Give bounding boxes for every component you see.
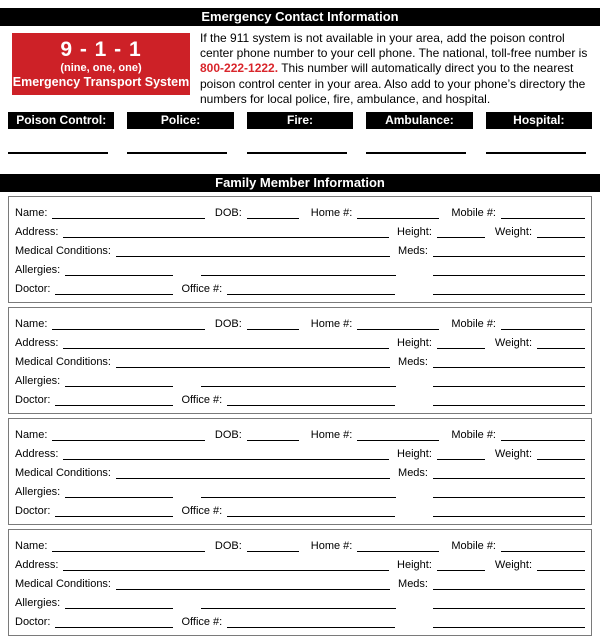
member-row-doctor bbox=[15, 277, 585, 296]
dob-label: DOB: bbox=[214, 540, 242, 553]
member-row-allergies bbox=[15, 258, 585, 277]
medical-conditions-line bbox=[116, 356, 390, 368]
allergies-continuation-line bbox=[201, 597, 396, 609]
home-phone-label: Home #: bbox=[310, 429, 353, 442]
allergies-label: Allergies: bbox=[15, 375, 61, 388]
intro-text-after: This number will automatically direct you to the nearest poison control center in your area. Also add to your phone’s directory the numbers for local police, fire, ambulance, and hospital. bbox=[200, 61, 586, 106]
meds-continuation-line-1 bbox=[433, 597, 585, 609]
allergies-line bbox=[65, 264, 173, 276]
doctor-label: Doctor: bbox=[15, 616, 51, 629]
name-label: Name: bbox=[15, 429, 48, 442]
medical-conditions-label: Medical Conditions: bbox=[15, 578, 111, 591]
home-phone-label: Home #: bbox=[310, 540, 353, 553]
weight-label: Weight: bbox=[494, 337, 532, 350]
member-row-address bbox=[15, 553, 585, 572]
dob-label: DOB: bbox=[214, 429, 242, 442]
member-row-doctor bbox=[15, 499, 585, 518]
home-phone-line bbox=[357, 540, 439, 552]
member-row-name bbox=[15, 312, 585, 331]
address-label: Address: bbox=[15, 559, 59, 572]
height-label: Height: bbox=[397, 559, 432, 572]
weight-line bbox=[537, 448, 585, 460]
home-phone-line bbox=[357, 207, 439, 219]
meds-continuation-line-1 bbox=[433, 264, 585, 276]
medical-conditions-label: Medical Conditions: bbox=[15, 356, 111, 369]
height-line bbox=[437, 337, 485, 349]
name-label: Name: bbox=[15, 540, 48, 553]
meds-label: Meds: bbox=[398, 356, 428, 369]
address-line bbox=[63, 559, 389, 571]
family-member-box bbox=[8, 418, 592, 525]
allergies-label: Allergies: bbox=[15, 264, 61, 277]
emergency-numbers-labels bbox=[8, 112, 592, 129]
mobile-phone-label: Mobile #: bbox=[451, 318, 496, 331]
office-phone-line bbox=[227, 505, 395, 517]
height-label: Height: bbox=[397, 337, 432, 350]
meds-continuation-line-2 bbox=[433, 505, 585, 517]
family-member-box bbox=[8, 529, 592, 636]
member-row-doctor bbox=[15, 610, 585, 629]
home-phone-line bbox=[357, 429, 439, 441]
name-label: Name: bbox=[15, 207, 48, 220]
member-row-allergies bbox=[15, 480, 585, 499]
meds-continuation-line-2 bbox=[433, 394, 585, 406]
mobile-phone-line bbox=[501, 540, 585, 552]
height-line bbox=[437, 448, 485, 460]
height-line bbox=[437, 559, 485, 571]
poison-control-paragraph bbox=[200, 31, 592, 107]
intro-section bbox=[12, 31, 592, 107]
member-row-allergies bbox=[15, 591, 585, 610]
address-label: Address: bbox=[15, 448, 59, 461]
member-row-medical bbox=[15, 572, 585, 591]
meds-line bbox=[433, 356, 585, 368]
member-row-allergies bbox=[15, 369, 585, 388]
weight-line bbox=[537, 226, 585, 238]
office-phone-label: Office #: bbox=[181, 505, 223, 518]
doctor-line bbox=[55, 394, 173, 406]
home-phone-label: Home #: bbox=[310, 318, 353, 331]
meds-line bbox=[433, 245, 585, 257]
name-line bbox=[52, 540, 204, 552]
office-phone-line bbox=[227, 283, 395, 295]
address-line bbox=[63, 448, 389, 460]
allergies-label: Allergies: bbox=[15, 486, 61, 499]
office-phone-label: Office #: bbox=[181, 283, 223, 296]
medical-conditions-line bbox=[116, 467, 390, 479]
medical-conditions-line bbox=[116, 578, 390, 590]
hospital-line bbox=[486, 152, 586, 154]
family-member-box bbox=[8, 307, 592, 414]
meds-continuation-line-1 bbox=[433, 486, 585, 498]
weight-line bbox=[537, 559, 585, 571]
dob-label: DOB: bbox=[214, 207, 242, 220]
meds-continuation-line-2 bbox=[433, 616, 585, 628]
mobile-phone-label: Mobile #: bbox=[451, 429, 496, 442]
family-members-list bbox=[0, 196, 600, 636]
mobile-phone-label: Mobile #: bbox=[451, 207, 496, 220]
address-line bbox=[63, 337, 389, 349]
member-row-name bbox=[15, 534, 585, 553]
family-member-header: Family Member Information bbox=[0, 174, 600, 192]
meds-label: Meds: bbox=[398, 578, 428, 591]
member-row-medical bbox=[15, 461, 585, 480]
allergies-label: Allergies: bbox=[15, 597, 61, 610]
medical-conditions-label: Medical Conditions: bbox=[15, 467, 111, 480]
medical-conditions-line bbox=[116, 245, 390, 257]
medical-conditions-label: Medical Conditions: bbox=[15, 245, 111, 258]
doctor-line bbox=[55, 616, 173, 628]
poison-control-phone-number: 800-222-1222. bbox=[200, 61, 279, 76]
height-label: Height: bbox=[397, 448, 432, 461]
dob-line bbox=[247, 207, 299, 219]
allergies-continuation-line bbox=[201, 264, 396, 276]
weight-label: Weight: bbox=[494, 448, 532, 461]
fire-label: Fire: bbox=[247, 112, 353, 129]
home-phone-line bbox=[357, 318, 439, 330]
call-911-box bbox=[12, 33, 190, 95]
office-phone-line bbox=[227, 394, 395, 406]
member-row-doctor bbox=[15, 388, 585, 407]
meds-label: Meds: bbox=[398, 467, 428, 480]
meds-label: Meds: bbox=[398, 245, 428, 258]
emergency-contact-header: Emergency Contact Information bbox=[0, 8, 600, 26]
height-line bbox=[437, 226, 485, 238]
name-line bbox=[52, 318, 204, 330]
allergies-continuation-line bbox=[201, 375, 396, 387]
ambulance-label: Ambulance: bbox=[366, 112, 472, 129]
member-row-name bbox=[15, 201, 585, 220]
allergies-line bbox=[65, 486, 173, 498]
member-row-name bbox=[15, 423, 585, 442]
doctor-line bbox=[55, 505, 173, 517]
911-number: 9 - 1 - 1 bbox=[60, 38, 142, 61]
weight-line bbox=[537, 337, 585, 349]
family-member-box bbox=[8, 196, 592, 303]
police-line bbox=[127, 152, 227, 154]
dob-line bbox=[247, 429, 299, 441]
dob-line bbox=[247, 318, 299, 330]
address-line bbox=[63, 226, 389, 238]
address-label: Address: bbox=[15, 337, 59, 350]
member-row-address bbox=[15, 220, 585, 239]
address-label: Address: bbox=[15, 226, 59, 239]
allergies-continuation-line bbox=[201, 486, 396, 498]
allergies-line bbox=[65, 597, 173, 609]
member-row-address bbox=[15, 442, 585, 461]
meds-continuation-line-1 bbox=[433, 375, 585, 387]
mobile-phone-label: Mobile #: bbox=[451, 540, 496, 553]
mobile-phone-line bbox=[501, 429, 585, 441]
poison-control-label: Poison Control: bbox=[8, 112, 114, 129]
doctor-label: Doctor: bbox=[15, 283, 51, 296]
name-line bbox=[52, 429, 204, 441]
emergency-numbers-write-lines bbox=[8, 152, 592, 154]
name-label: Name: bbox=[15, 318, 48, 331]
meds-line bbox=[433, 467, 585, 479]
dob-label: DOB: bbox=[214, 318, 242, 331]
intro-text-before: If the 911 system is not available in your area, add the poison control center phone number to your cell phone. The national, toll-free number is bbox=[200, 31, 588, 61]
office-phone-label: Office #: bbox=[181, 616, 223, 629]
meds-continuation-line-2 bbox=[433, 283, 585, 295]
height-label: Height: bbox=[397, 226, 432, 239]
office-phone-line bbox=[227, 616, 395, 628]
doctor-line bbox=[55, 283, 173, 295]
doctor-label: Doctor: bbox=[15, 394, 51, 407]
fire-line bbox=[247, 152, 347, 154]
emergency-transport-caption: Emergency Transport System bbox=[12, 75, 190, 89]
member-row-address bbox=[15, 331, 585, 350]
weight-label: Weight: bbox=[494, 559, 532, 572]
member-row-medical bbox=[15, 239, 585, 258]
ambulance-line bbox=[366, 152, 466, 154]
mobile-phone-line bbox=[501, 207, 585, 219]
member-row-medical bbox=[15, 350, 585, 369]
mobile-phone-line bbox=[501, 318, 585, 330]
meds-line bbox=[433, 578, 585, 590]
doctor-label: Doctor: bbox=[15, 505, 51, 518]
home-phone-label: Home #: bbox=[310, 207, 353, 220]
name-line bbox=[52, 207, 204, 219]
hospital-label: Hospital: bbox=[486, 112, 592, 129]
dob-line bbox=[247, 540, 299, 552]
allergies-line bbox=[65, 375, 173, 387]
weight-label: Weight: bbox=[494, 226, 532, 239]
office-phone-label: Office #: bbox=[181, 394, 223, 407]
poison-control-line bbox=[8, 152, 108, 154]
police-label: Police: bbox=[127, 112, 233, 129]
911-phonetic: (nine, one, one) bbox=[60, 62, 142, 74]
